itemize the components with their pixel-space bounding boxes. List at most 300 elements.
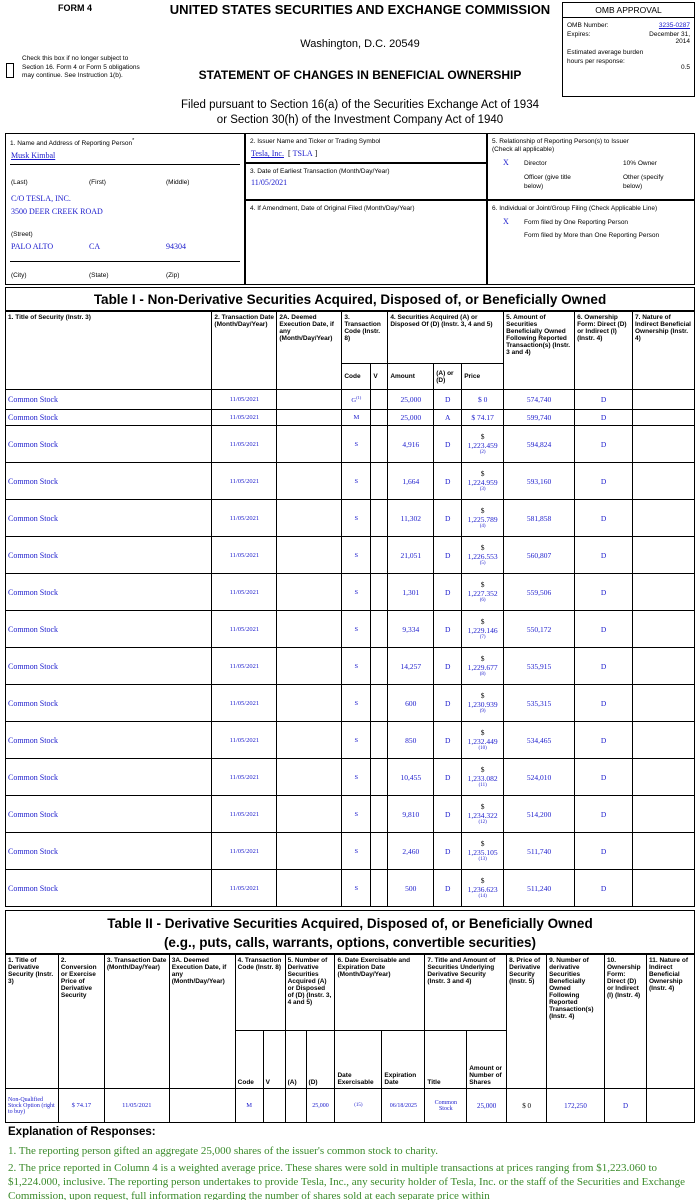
t1-cell-code (342, 410, 371, 426)
t1-cell-date: 11/05/2021 (212, 759, 277, 796)
t1-cell-ad: A (434, 410, 462, 426)
t1-price-footnote: (8) (479, 672, 486, 677)
t1-cell-v (371, 685, 388, 722)
t1-price-value: 1,235.105 (467, 848, 498, 857)
t1-cell-title: Common Stock (6, 833, 212, 870)
t1-cell-nature (633, 426, 695, 463)
t1-price-footnote: (11) (478, 783, 487, 788)
officer-label: Officer (give title below) (524, 174, 571, 190)
t1-cell-ad: D (434, 611, 462, 648)
t1-cell-nature (633, 796, 695, 833)
t1-cell-owned: 535,315 (504, 685, 575, 722)
t1-price-value: 1,223.459 (467, 441, 498, 450)
t1-cell-code (342, 500, 371, 537)
t1-header-nature: 7. Nature of Indirect Beneficial Ownership (Instr. 4) (633, 312, 695, 390)
t1-cell-owned: 511,240 (504, 870, 575, 907)
t1-cell-date: 11/05/2021 (212, 611, 277, 648)
t1-cell-title: Common Stock (6, 426, 212, 463)
t1-cell-v (371, 796, 388, 833)
t1-cell-deemed (277, 390, 342, 410)
t1-cell-amount: 850 (388, 722, 434, 759)
t1-cell-amount: 4,916 (388, 426, 434, 463)
section16-checkbox[interactable] (6, 63, 14, 78)
street-label: (Street) (11, 231, 33, 238)
t1-cell-amount: 11,302 (388, 500, 434, 537)
t1-cell-nature (633, 500, 695, 537)
t1-code-value: S (354, 884, 359, 892)
box4-label: 4. If Amendment, Date of Original Filed (Month/Day/Year) (250, 205, 415, 212)
t1-sub-price: Price (462, 364, 504, 390)
table1-title: Table I - Non-Derivative Securities Acquired, Disposed of, or Beneficially Owned (5, 287, 695, 311)
t1-cell-nature (633, 390, 695, 410)
table2-title-line-2: (e.g., puts, calls, warrants, options, convertible securities) (163, 935, 537, 950)
t1-cell-amount: 2,460 (388, 833, 434, 870)
t1-cell-deemed (277, 796, 342, 833)
t1-cell-amount: 10,455 (388, 759, 434, 796)
t1-cell-ad: D (434, 426, 462, 463)
t1-cell-amount: 25,000 (388, 390, 434, 410)
box5-label-2: (Check all applicable) (492, 146, 555, 153)
first-label: (First) (89, 179, 106, 186)
t1-cell-price: $ 1,229.146 (7) (462, 611, 504, 648)
t1-price-value: 1,236.623 (467, 885, 498, 894)
t1-cell-date: 11/05/2021 (212, 410, 277, 426)
t1-cell-v (371, 759, 388, 796)
t1-price-value: 1,233.082 (467, 774, 498, 783)
t1-code-footnote: (1) (356, 394, 362, 400)
t1-cell-form: D (575, 537, 633, 574)
t1-cell-deemed (277, 500, 342, 537)
t2-sub-code: Code (235, 1031, 263, 1089)
t1-cell-code (342, 759, 371, 796)
t1-cell-deemed (277, 870, 342, 907)
t1-header-owned: 5. Amount of Securities Beneficially Owned Following Reported Transaction(s) (Instr. 3 and 4) (504, 312, 575, 390)
t1-cell-date: 11/05/2021 (212, 796, 277, 833)
t2-cell-d: 25,000 (306, 1089, 335, 1123)
one-person-mark[interactable]: X (503, 217, 509, 226)
t1-cell-ad: D (434, 500, 462, 537)
t1-cell-deemed (277, 611, 342, 648)
t1-cell-date: 11/05/2021 (212, 574, 277, 611)
t1-sub-v: V (371, 364, 388, 390)
t1-cell-ad: D (434, 648, 462, 685)
t1-code-value: S (354, 514, 359, 522)
t1-cell-form: D (575, 390, 633, 410)
t1-cell-v (371, 833, 388, 870)
t1-cell-code (342, 611, 371, 648)
t1-cell-v (371, 574, 388, 611)
t1-code-value: S (354, 662, 359, 670)
explanation-line-1: 1. The reporting person gifted an aggregate 25,000 shares of the issuer's common stock to charity. (8, 1145, 438, 1157)
t1-price-value: 1,226.553 (467, 552, 498, 561)
t1-header-date: 2. Transaction Date (Month/Day/Year) (212, 312, 277, 390)
box-issuer: 2. Issuer Name and Ticker or Trading Symbol Tesla, Inc. [ TSLA ] (245, 133, 487, 163)
t1-cell-nature (633, 833, 695, 870)
t1-price-footnote: (5) (479, 561, 486, 566)
t1-cell-v (371, 426, 388, 463)
t1-price-footnote: (4) (479, 524, 486, 529)
t1-cell-ad: D (434, 537, 462, 574)
t1-cell-deemed (277, 537, 342, 574)
t1-cell-price: $ 0 (462, 390, 504, 410)
t1-code-value: S (354, 588, 359, 596)
t2-cell-owned: 172,250 (547, 1089, 605, 1123)
box3-label: 3. Date of Earliest Transaction (Month/Day/Year) (250, 168, 390, 175)
t1-cell-title: Common Stock (6, 574, 212, 611)
t1-cell-form: D (575, 574, 633, 611)
t2-cell-under-amount: 25,000 (467, 1089, 507, 1123)
filed-line-1: Filed pursuant to Section 16(a) of the Securities Exchange Act of 1934 (181, 99, 539, 111)
t1-cell-code (342, 870, 371, 907)
t2-header-form: 10. Ownership Form: Direct (D) or Indirect (I) (Instr. 4) (605, 955, 647, 1089)
t1-cell-date: 11/05/2021 (212, 500, 277, 537)
t2-cell-a (285, 1089, 306, 1123)
address-state: CA (89, 242, 101, 251)
t1-cell-date: 11/05/2021 (212, 537, 277, 574)
t1-cell-nature (633, 537, 695, 574)
t2-cell-form: D (605, 1089, 647, 1123)
t1-cell-form: D (575, 463, 633, 500)
t1-price-footnote: (12) (478, 820, 487, 825)
t1-cell-ad: D (434, 796, 462, 833)
t2-cell-code: M (235, 1089, 263, 1123)
t1-cell-date: 11/05/2021 (212, 426, 277, 463)
t1-cell-owned: 559,506 (504, 574, 575, 611)
omb-approval-box (562, 2, 695, 97)
table1-row (6, 759, 695, 796)
t2-header-exercise: 6. Date Exercisable and Expiration Date (Month/Day/Year) (335, 955, 425, 1031)
t1-cell-form: D (575, 500, 633, 537)
t1-cell-deemed (277, 833, 342, 870)
t1-code-value: S (354, 736, 359, 744)
t1-price-value: 1,234.322 (467, 811, 498, 820)
t2-cell-title: Non-Qualified Stock Option (right to buy) (6, 1089, 59, 1123)
director-mark[interactable]: X (503, 158, 509, 167)
t1-cell-code (342, 648, 371, 685)
table2-title-line-1: Table II - Derivative Securities Acquired, Disposed of, or Beneficially Owned (107, 916, 593, 931)
t1-price-footnote: (10) (478, 746, 487, 751)
t2-header-title: 1. Title of Derivative Security (Instr. 3) (6, 955, 59, 1089)
t2-cell-nature (646, 1089, 694, 1123)
t1-cell-owned: 599,740 (504, 410, 575, 426)
t1-cell-amount: 9,334 (388, 611, 434, 648)
t1-cell-v (371, 390, 388, 410)
table1 (5, 311, 695, 907)
issuer-name-link[interactable]: Tesla, Inc. (251, 149, 284, 158)
t1-cell-ad: D (434, 574, 462, 611)
table1-row (6, 685, 695, 722)
t1-cell-nature (633, 611, 695, 648)
t1-cell-nature (633, 463, 695, 500)
t1-cell-price: $ 1,230.939 (9) (462, 685, 504, 722)
t2-sub-d: (D) (306, 1031, 335, 1089)
omb-number-link[interactable]: 3235-0287 (658, 22, 690, 29)
t1-code-value: S (354, 551, 359, 559)
t1-cell-owned: 581,858 (504, 500, 575, 537)
t1-cell-deemed (277, 685, 342, 722)
t2-sub-title: Title (425, 1031, 467, 1089)
t2-header-owned: 9. Number of derivative Securities Beneficially Owned Following Reported Transaction(s) (Instr. 4) (547, 955, 605, 1089)
t2-header-conversion: 2. Conversion or Exercise Price of Derivative Security (58, 955, 104, 1089)
t1-cell-deemed (277, 722, 342, 759)
t1-cell-nature (633, 685, 695, 722)
filed-line-2: or Section 30(h) of the Investment Company Act of 1940 (216, 114, 504, 126)
t1-cell-date: 11/05/2021 (212, 463, 277, 500)
t1-price-value: 1,229.677 (467, 663, 498, 672)
t1-cell-code (342, 537, 371, 574)
t1-price-value: 1,232.449 (467, 737, 498, 746)
t1-cell-form: D (575, 685, 633, 722)
other-label: Other (specify below) (623, 174, 664, 190)
table1-row (6, 500, 695, 537)
t1-cell-code (342, 426, 371, 463)
t1-price-footnote: (7) (479, 635, 486, 640)
t1-cell-title: Common Stock (6, 611, 212, 648)
t1-cell-owned: 574,740 (504, 390, 575, 410)
t1-price-value: 1,230.939 (467, 700, 498, 709)
agency-city: Washington, D.C. 20549 (300, 38, 420, 50)
t1-cell-owned: 514,200 (504, 796, 575, 833)
t1-cell-ad: D (434, 463, 462, 500)
page-title: UNITED STATES SECURITIES AND EXCHANGE COMMISSION (169, 2, 551, 17)
t1-cell-deemed (277, 574, 342, 611)
omb-hours-value: 0.5 (680, 64, 690, 71)
t1-cell-form: D (575, 611, 633, 648)
earliest-transaction-date: 11/05/2021 (251, 178, 288, 187)
box-filing-type (487, 200, 695, 285)
t2-cell-v (263, 1089, 285, 1123)
t1-cell-price: $ 1,232.449 (10) (462, 722, 504, 759)
address-line-1: C/O TESLA, INC. (11, 194, 71, 203)
t1-cell-amount: 500 (388, 870, 434, 907)
t1-cell-title: Common Stock (6, 870, 212, 907)
t1-price-value: 1,224.959 (467, 478, 498, 487)
t1-cell-title: Common Stock (6, 463, 212, 500)
last-label: (Last) (11, 179, 28, 186)
t1-cell-date: 11/05/2021 (212, 685, 277, 722)
t1-cell-price: $ 1,236.623 (14) (462, 870, 504, 907)
explanation-line-2: 2. The price reported in Column 4 is a weighted average price. These shares were sold in multiple transactions at prices ranging from $1,223.060 to $1,224.000, inclusive. The reporting person undertakes to provide Tesla, Inc., any security holder of Tesla, Inc. or the staff of the Securities and Exchange Commission, upon request, full information regarding the number of shares sold at each separate price within (8, 1162, 686, 1200)
t1-cell-form: D (575, 833, 633, 870)
reporting-person-name-link[interactable]: Musk Kimbal (11, 151, 56, 160)
table1-row (6, 796, 695, 833)
table1-row (6, 648, 695, 685)
table1-row (6, 410, 695, 426)
t2-cell-deemed (169, 1089, 235, 1123)
t1-cell-owned: 593,160 (504, 463, 575, 500)
t1-cell-form: D (575, 648, 633, 685)
t1-cell-price: $ 1,234.322 (12) (462, 796, 504, 833)
t1-cell-ad: D (434, 722, 462, 759)
omb-hours-label: hours per response: (567, 58, 625, 65)
table1-row (6, 722, 695, 759)
table1-row (6, 426, 695, 463)
box6-label: 6. Individual or Joint/Group Filing (Check Applicable Line) (492, 205, 658, 212)
t1-cell-code (342, 722, 371, 759)
t1-cell-v (371, 537, 388, 574)
t1-cell-deemed (277, 648, 342, 685)
t1-code-value: S (354, 477, 359, 485)
table1-row (6, 390, 695, 410)
t2-header-underlying: 7. Title and Amount of Securities Underlying Derivative Security (Instr. 3 and 4) (425, 955, 507, 1031)
t1-cell-nature (633, 759, 695, 796)
t1-cell-price: $ 1,226.553 (5) (462, 537, 504, 574)
table2 (5, 954, 695, 1123)
more-person-label: Form filed by More than One Reporting Person (524, 232, 660, 239)
t1-cell-code (342, 685, 371, 722)
omb-number-label: OMB Number: (567, 22, 609, 29)
table1-row (6, 833, 695, 870)
t1-cell-owned: 524,010 (504, 759, 575, 796)
t2-row (6, 1089, 695, 1123)
t1-cell-ad: D (434, 390, 462, 410)
table1-row (6, 870, 695, 907)
t1-cell-owned: 534,465 (504, 722, 575, 759)
t1-cell-price: $ 74.17 (462, 410, 504, 426)
t1-price-footnote: (13) (478, 857, 487, 862)
t1-cell-amount: 1,664 (388, 463, 434, 500)
t1-cell-date: 11/05/2021 (212, 648, 277, 685)
t1-code-value: S (354, 847, 359, 855)
explanation-title: Explanation of Responses: (8, 1126, 156, 1138)
t2-cell-price: $ 74.17 (58, 1089, 104, 1123)
t1-cell-price: $ 1,229.677 (8) (462, 648, 504, 685)
t1-cell-price: $ 1,223.459 (2) (462, 426, 504, 463)
t1-cell-amount: 14,257 (388, 648, 434, 685)
t1-cell-deemed (277, 463, 342, 500)
t1-cell-amount: 21,051 (388, 537, 434, 574)
t1-cell-ad: D (434, 833, 462, 870)
t1-price-footnote: (9) (479, 709, 486, 714)
t1-cell-title: Common Stock (6, 410, 212, 426)
omb-title: OMB APPROVAL (563, 3, 694, 18)
form-label: FORM 4 (58, 3, 93, 13)
t1-cell-form: D (575, 759, 633, 796)
omb-expires-label: Expires: (567, 31, 591, 38)
t2-header-price: 8. Price of Derivative Security (Instr. 5) (507, 955, 547, 1089)
t1-cell-owned: 560,807 (504, 537, 575, 574)
t2-sub-amount: Amount or Number of Shares (467, 1031, 507, 1089)
t2-header-date: 3. Transaction Date (Month/Day/Year) (104, 955, 169, 1089)
t1-cell-v (371, 463, 388, 500)
t1-cell-title: Common Stock (6, 796, 212, 833)
zip-label: (Zip) (166, 272, 180, 279)
address-zip: 94304 (166, 242, 186, 251)
omb-expires-value: December 31, 2014 (649, 31, 690, 45)
t1-cell-code (342, 833, 371, 870)
one-person-label: Form filed by One Reporting Person (524, 219, 629, 226)
table1-row (6, 611, 695, 648)
box-reporting-person (5, 133, 245, 285)
ten-percent-owner-label: 10% Owner (623, 160, 657, 167)
t1-code-value: S (354, 810, 359, 818)
t1-cell-deemed (277, 759, 342, 796)
t1-cell-title: Common Stock (6, 759, 212, 796)
t1-price-footnote: (2) (479, 450, 486, 455)
t1-cell-ad: D (434, 870, 462, 907)
t1-cell-deemed (277, 410, 342, 426)
t2-cell-deriv-price: $ 0 (507, 1089, 547, 1123)
t2-sub-expiration: Expiration Date (382, 1031, 425, 1089)
t1-cell-form: D (575, 796, 633, 833)
t1-cell-date: 11/05/2021 (212, 390, 277, 410)
t1-header-code: 3. Transaction Code (Instr. 8) (342, 312, 388, 364)
table2-title (5, 910, 695, 954)
t1-cell-amount: 600 (388, 685, 434, 722)
t1-code-value: S (354, 699, 359, 707)
t2-sub-exercisable: Date Exercisable (335, 1031, 382, 1089)
issuer-ticker: TSLA (292, 149, 313, 158)
t1-cell-date: 11/05/2021 (212, 722, 277, 759)
t1-cell-code (342, 796, 371, 833)
box-earliest-transaction (245, 163, 487, 200)
t1-cell-deemed (277, 426, 342, 463)
t1-cell-nature (633, 574, 695, 611)
t1-code-value: G (351, 397, 357, 405)
t1-cell-form: D (575, 410, 633, 426)
t2-cell-expiration: 06/18/2025 (382, 1089, 425, 1123)
t2-cell-exercisable: (15) (335, 1089, 382, 1123)
t1-cell-form: D (575, 870, 633, 907)
box5-label-1: 5. Relationship of Reporting Person(s) to Issuer (492, 138, 629, 145)
omb-burden-label: Estimated average burden (567, 49, 644, 56)
box2-label: 2. Issuer Name and Ticker or Trading Symbol (250, 138, 381, 145)
t1-cell-v (371, 870, 388, 907)
t1-price-footnote: (6) (479, 598, 486, 603)
director-label: Director (524, 160, 547, 167)
t2-cell-under-title: Common Stock (425, 1089, 467, 1123)
t1-cell-amount: 9,810 (388, 796, 434, 833)
box-relationship (487, 133, 695, 200)
t1-price-footnote: (3) (479, 487, 486, 492)
t2-header-code: 4. Transaction Code (Instr. 8) (235, 955, 285, 1031)
box1-asterisk: * (132, 138, 135, 144)
address-line-2: 3500 DEER CREEK ROAD (11, 207, 103, 216)
middle-label: (Middle) (166, 179, 190, 186)
t1-cell-price: $ 1,224.959 (3) (462, 463, 504, 500)
t1-cell-price: $ 1,227.352 (6) (462, 574, 504, 611)
t1-cell-code (342, 463, 371, 500)
t1-price-value: 1,225.789 (467, 515, 498, 524)
t1-cell-code (342, 390, 371, 410)
box1-label: 1. Name and Address of Reporting Person (10, 140, 133, 148)
t1-cell-code (342, 574, 371, 611)
t1-cell-form: D (575, 722, 633, 759)
t1-cell-nature (633, 870, 695, 907)
t1-cell-owned: 594,824 (504, 426, 575, 463)
t1-cell-amount: 1,301 (388, 574, 434, 611)
t1-cell-date: 11/05/2021 (212, 833, 277, 870)
t1-cell-price: $ 1,225.789 (4) (462, 500, 504, 537)
t1-cell-v (371, 611, 388, 648)
t1-code-value: S (354, 773, 359, 781)
t2-header-nature: 11. Nature of Indirect Beneficial Ownership (Instr. 4) (646, 955, 694, 1089)
t1-cell-title: Common Stock (6, 500, 212, 537)
t1-cell-form: D (575, 426, 633, 463)
t1-sub-code: Code (342, 364, 371, 390)
state-label: (State) (89, 272, 109, 279)
t1-cell-owned: 511,740 (504, 833, 575, 870)
t1-cell-title: Common Stock (6, 722, 212, 759)
section16-note: Check this box if no longer subject to Section 16. Form 4 or Form 5 obligations may continue. See Instruction 1(b). (22, 55, 140, 79)
t1-cell-v (371, 500, 388, 537)
statement-title: STATEMENT OF CHANGES IN BENEFICIAL OWNERSHIP (198, 68, 522, 82)
t1-cell-date: 11/05/2021 (212, 870, 277, 907)
t2-header-number: 5. Number of Derivative Securities Acquired (A) or Disposed of (D) (Instr. 3, 4 and 5) (285, 955, 335, 1031)
filed-pursuant (140, 98, 580, 128)
city-label: (City) (11, 272, 27, 279)
t1-cell-amount: 25,000 (388, 410, 434, 426)
